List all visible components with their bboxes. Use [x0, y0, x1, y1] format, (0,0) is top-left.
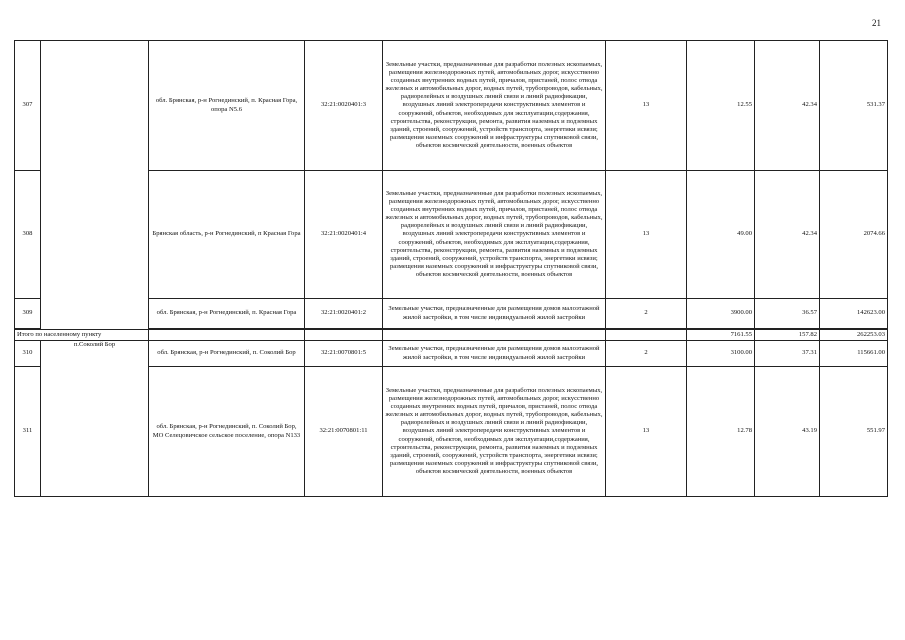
- row-number: 309: [15, 299, 41, 329]
- address-cell: Брянская область, р-н Рогнединский, п Красная Гора: [149, 171, 305, 299]
- page-number: 21: [872, 18, 881, 28]
- empty-cell: [149, 330, 305, 341]
- empty-cell: [383, 330, 606, 341]
- settlement-cell: [41, 41, 149, 330]
- purpose-code: 2: [606, 299, 687, 329]
- subtotal-area: 7161.55: [687, 330, 755, 341]
- row-number: 311: [15, 367, 41, 497]
- land-purpose: Земельные участки, предназначенные для разработки полезных ископаемых, размещения железнодорожных путей, автомобильных дорог, искусственно созданных внутренних водных путей, причалов, пристаней, полос отвода железных и автомобильных дорог, водных путей, трубопроводов, кабельных, радиорелейных и воздушных линий связи и линий радиофикации, воздушных линий электропередачи конструктивных элементов и сооружений, объектов, необходимых для эксплуатации,содержания, строительства, реконструкции, ремонта, развития наземных и подземных зданий, строений, сооружений, устройств транспорта, энергетики исвязи; размещения наземных сооружений и инфраструктуры спутниковой связи, объектов космической деятельности, военных объектов: [383, 171, 606, 299]
- table-row: [15, 41, 888, 171]
- area-value: 49.00: [687, 171, 755, 299]
- land-plots-table: [14, 40, 888, 497]
- land-purpose: Земельные участки, предназначенные для размещения домов малоэтажной жилой застройки, в том числе индивидуальной жилой застройки: [383, 299, 606, 329]
- rate-value: 43.19: [755, 367, 820, 497]
- purpose-code: 13: [606, 367, 687, 497]
- address-cell: обл. Брянская, р-н Рогнединский, п. Соколий Бор: [149, 341, 305, 367]
- cadastral-number: 32:21:0020401:2: [305, 299, 383, 329]
- land-purpose: Земельные участки, предназначенные для размещения домов малоэтажной жилой застройки, в том числе индивидуальной жилой застройки: [383, 341, 606, 367]
- address-cell: обл. Брянская, р-н Рогнединский, п. Соколий Бор, МО Селецовичское сельское поселение, опора N133: [149, 367, 305, 497]
- total-value: 531.37: [820, 41, 888, 171]
- total-value: 551.97: [820, 367, 888, 497]
- cadastral-number: 32:21:0070801:5: [305, 341, 383, 367]
- total-value: 142623.00: [820, 299, 888, 329]
- rate-value: 37.31: [755, 341, 820, 367]
- address-cell: обл. Брянская, р-н Рогнединский, п. Красная Гора, опора N5.6: [149, 41, 305, 171]
- address-cell: обл. Брянская, р-н Рогнединский, п. Красная Гора: [149, 299, 305, 329]
- cadastral-number: 32:21:0020401:3: [305, 41, 383, 171]
- cadastral-number: 32:21:0070801:11: [305, 367, 383, 497]
- table-row: [15, 341, 888, 367]
- area-value: 3100.00: [687, 341, 755, 367]
- total-value: 115661.00: [820, 341, 888, 367]
- subtotal-rate: 157.82: [755, 330, 820, 341]
- subtotal-row: [15, 330, 888, 341]
- purpose-code: 13: [606, 171, 687, 299]
- empty-cell: [606, 330, 687, 341]
- row-number: 307: [15, 41, 41, 171]
- rate-value: 36.57: [755, 299, 820, 329]
- subtotal-label: Итого по населенному пункту: [15, 330, 149, 341]
- rate-value: 42.34: [755, 41, 820, 171]
- land-purpose: Земельные участки, предназначенные для разработки полезных ископаемых, размещения железнодорожных путей, автомобильных дорог, искусственно созданных внутренних водных путей, причалов, пристаней, полос отвода железных и автомобильных дорог, водных путей, трубопроводов, кабельных, радиорелейных и воздушных линий связи и линий радиофикации, воздушных линий электропередачи конструктивных элементов и сооружений, объектов, необходимых для эксплуатации,содержания, строительства, реконструкции, ремонта, развития наземных и подземных зданий, строений, сооружений, устройств транспорта, энергетики исвязи; размещения наземных сооружений и инфраструктуры спутниковой связи, объектов космической деятельности, военных объектов: [383, 367, 606, 497]
- purpose-code: 2: [606, 341, 687, 367]
- row-number: 310: [15, 341, 41, 367]
- subtotal-value: 262253.03: [820, 330, 888, 341]
- rate-value: 42.34: [755, 171, 820, 299]
- area-value: 3900.00: [687, 299, 755, 329]
- settlement-name: п.Соколий Бор: [41, 341, 149, 497]
- area-value: 12.78: [687, 367, 755, 497]
- land-purpose: Земельные участки, предназначенные для разработки полезных ископаемых, размещения железнодорожных путей, автомобильных дорог, искусственно созданных внутренних водных путей, причалов, пристаней, полос отвода железных и автомобильных дорог, водных путей, трубопроводов, кабельных, радиорелейных и воздушных линий связи и линий радиофикации, воздушных линий электропередачи конструктивных элементов и сооружений, объектов, необходимых для эксплуатации,содержания, строительства, реконструкции, ремонта, развития наземных и подземных зданий, строений, сооружений, устройств транспорта, энергетики исвязи; размещения наземных сооружений и инфраструктуры спутниковой связи, объектов космической деятельности, военных объектов: [383, 41, 606, 171]
- area-value: 12.55: [687, 41, 755, 171]
- cadastral-number: 32:21:0020401:4: [305, 171, 383, 299]
- total-value: 2074.66: [820, 171, 888, 299]
- row-number: 308: [15, 171, 41, 299]
- purpose-code: 13: [606, 41, 687, 171]
- empty-cell: [305, 330, 383, 341]
